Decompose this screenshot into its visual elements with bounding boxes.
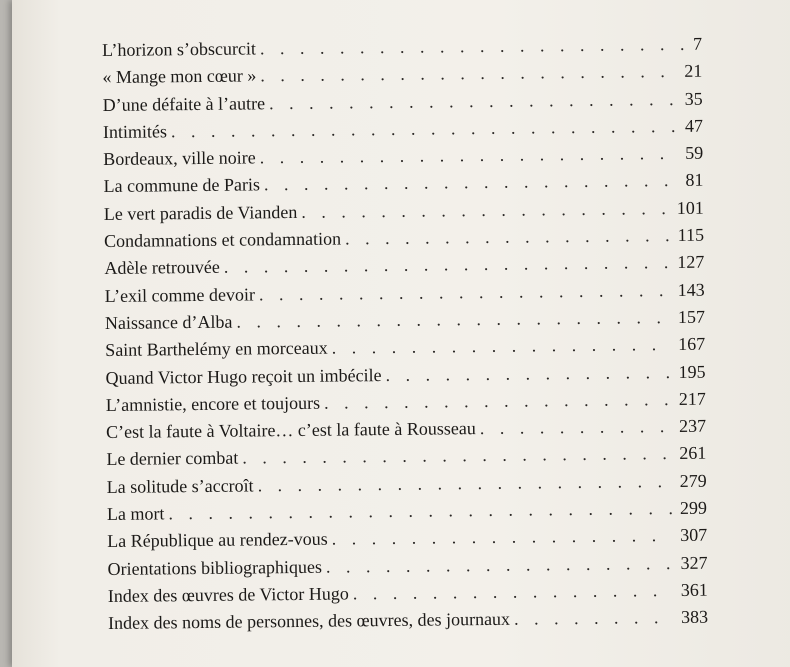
toc-entry-title: C’est la faute à Voltaire… c’est la faute à Rousseau bbox=[106, 418, 476, 443]
toc-entry-title: Condamnations et condamnation bbox=[104, 228, 342, 252]
toc-entry-title: Le vert paradis de Vianden bbox=[103, 201, 298, 224]
dot-leader bbox=[171, 116, 677, 142]
toc-entry-page: 307 bbox=[680, 525, 708, 546]
dot-leader bbox=[242, 444, 671, 469]
toc-entry-page: 157 bbox=[677, 306, 706, 327]
dot-leader bbox=[480, 416, 672, 439]
book-page bbox=[12, 0, 790, 667]
toc-entry-page: 21 bbox=[684, 61, 703, 82]
dot-leader bbox=[345, 225, 670, 249]
toc-entry-title: Saint Barthelémy en morceaux bbox=[105, 337, 328, 361]
toc-entry-title: Index des noms de personnes, des œuvres, des journaux bbox=[108, 608, 511, 634]
toc-entry-title: Index des œuvres de Victor Hugo bbox=[107, 583, 349, 606]
toc-entry-title: La solitude s’accroît bbox=[106, 475, 254, 497]
toc-entry-page: 361 bbox=[680, 579, 708, 600]
table-of-contents bbox=[102, 34, 708, 641]
toc-entry-title: La mort bbox=[106, 503, 165, 525]
dot-leader bbox=[224, 252, 670, 278]
toc-entry-title: Intimités bbox=[102, 121, 168, 142]
toc-entry-page: 237 bbox=[678, 415, 707, 437]
toc-entry-title: Orientations bibliographiques bbox=[107, 556, 323, 579]
dot-leader bbox=[324, 389, 671, 414]
dot-leader bbox=[168, 498, 672, 524]
toc-entry-title: L’amnistie, encore et toujours bbox=[105, 392, 321, 415]
toc-entry-page: 59 bbox=[685, 142, 704, 164]
dot-leader bbox=[236, 307, 670, 333]
toc-entry-title: Adèle retrouvée bbox=[104, 257, 220, 279]
toc-entry-page: 115 bbox=[677, 224, 705, 246]
toc-entry-page: 7 bbox=[692, 33, 703, 54]
toc-entry-title: L’horizon s’obscurcit bbox=[102, 38, 257, 60]
toc-entry-title: Bordeaux, ville noire bbox=[103, 147, 256, 170]
toc-entry-page: 35 bbox=[684, 88, 703, 109]
dot-leader bbox=[258, 471, 672, 496]
dot-leader bbox=[260, 143, 678, 168]
toc-entry-title: Quand Victor Hugo reçoit un imbécile bbox=[105, 364, 382, 388]
dot-leader bbox=[514, 607, 673, 630]
toc-entry-title: L’exil comme devoir bbox=[104, 284, 256, 306]
dot-leader bbox=[264, 170, 678, 195]
dot-leader bbox=[385, 362, 670, 386]
toc-entry-title: D’une défaite à l’autre bbox=[102, 92, 266, 115]
toc-entry-page: 127 bbox=[677, 252, 705, 273]
dot-leader bbox=[353, 580, 673, 604]
toc-entry-page: 81 bbox=[685, 170, 704, 191]
toc-entry-title: Naissance d’Alba bbox=[104, 311, 233, 333]
toc-entry-page: 195 bbox=[678, 361, 706, 382]
toc-entry-title: La commune de Paris bbox=[103, 174, 261, 197]
toc-entry-page: 327 bbox=[680, 552, 708, 573]
toc-entry-page: 101 bbox=[676, 197, 704, 218]
toc-entry-page: 143 bbox=[677, 279, 705, 300]
dot-leader bbox=[332, 525, 673, 550]
toc-entry-page: 279 bbox=[679, 470, 707, 491]
toc-entry-title: « Mange mon cœur » bbox=[102, 65, 257, 88]
dot-leader bbox=[326, 553, 673, 578]
dot-leader bbox=[259, 280, 670, 305]
toc-entry-page: 383 bbox=[680, 606, 709, 628]
toc-entry-title: La République au rendez-vous bbox=[107, 529, 328, 552]
toc-entry-page: 217 bbox=[678, 388, 706, 409]
dot-leader bbox=[301, 198, 669, 223]
toc-entry-page: 167 bbox=[678, 333, 706, 355]
dot-leader bbox=[269, 89, 677, 114]
toc-entry-page: 47 bbox=[684, 115, 704, 136]
dot-leader bbox=[260, 34, 685, 59]
dot-leader bbox=[332, 334, 671, 359]
toc-entry-page: 261 bbox=[679, 443, 707, 464]
dot-leader bbox=[260, 61, 676, 86]
toc-entry-title: Le dernier combat bbox=[106, 448, 239, 470]
toc-entry-page: 299 bbox=[679, 497, 708, 519]
toc-entry bbox=[108, 607, 708, 641]
